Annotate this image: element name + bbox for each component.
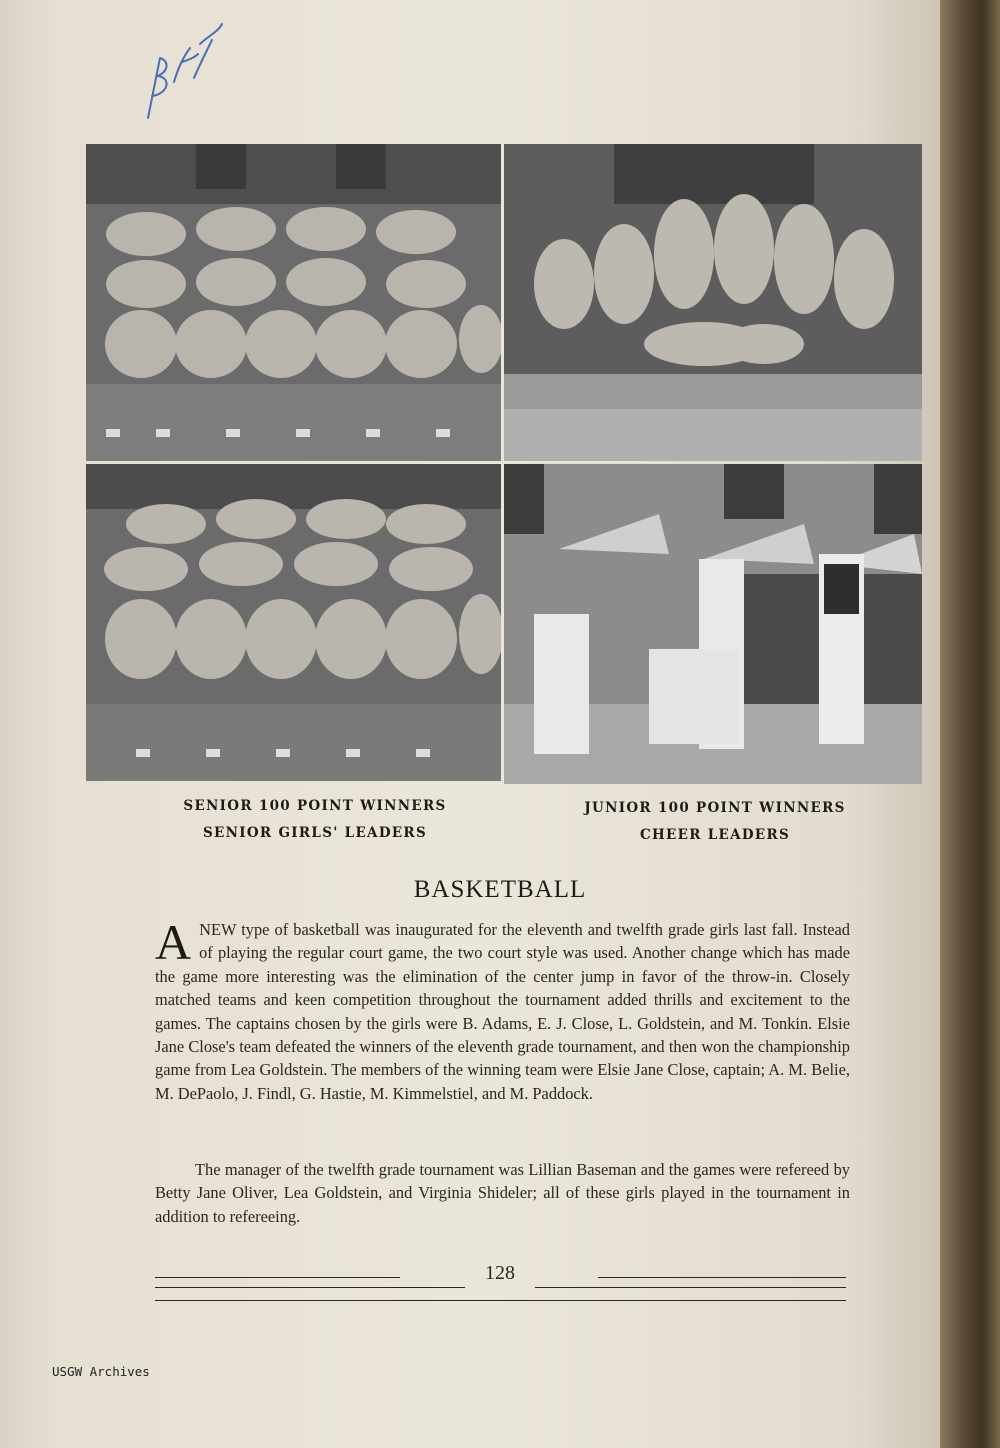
paragraph-1-text: NEW type of basketball was inaugurated for the eleventh and twelfth grade girls last fall. Instead of playing the regular court game, the two court style was used. Another change which has made the game more interesting was the elimination of the center jump in favor of the throw-in. Closely matched teams and keen competition throughout the tournament added thrills and excitement to the games. The captains chosen by the girls were B. Adams, E. J. Close, L. Goldstein, and M. Tonkin. Elsie Jane Close's team defeated the winners of the eleventh grade tournament, and then won the championship game from Lea Goldstein. The members of the winning team were Elsie Jane Close, captain; A. M. Belie, M. DePaolo, J. Findl, G. Hastie, M. Kimmelstiel, and M. Paddock. [155, 920, 850, 1103]
archive-footer: USGW Archives [52, 1364, 150, 1379]
article-paragraph-1 [155, 914, 850, 1105]
caption-bottom-right: CHEER LEADERS [639, 827, 791, 843]
drop-cap: A [155, 914, 192, 970]
rule-left-long [155, 1287, 465, 1288]
photo-senior-girls-leaders [86, 464, 501, 781]
rule-right-short [598, 1277, 846, 1278]
photo-senior-100-point-winners [86, 144, 501, 461]
article-paragraph-2: The manager of the twelfth grade tournament was Lillian Baseman and the games were refereed by Betty Jane Oliver, Lea Goldstein, and Virginia Shideler; all of these girls played in the tournament in addition to refereeing. [155, 1160, 850, 1226]
caption-bottom-left: SENIOR GIRLS' LEADERS [202, 825, 428, 841]
photo-cheer-leaders [504, 464, 922, 784]
book-spine [940, 0, 1000, 1448]
rule-left-short [155, 1277, 400, 1278]
caption-top-left: SENIOR 100 POINT WINNERS [183, 798, 447, 814]
caption-top-right: JUNIOR 100 POINT WINNERS [584, 800, 846, 816]
article-heading: BASKETBALL [413, 876, 587, 903]
rule-right-long [535, 1287, 846, 1288]
rule-full-width [155, 1300, 846, 1301]
handwritten-signature [138, 18, 228, 128]
photo-junior-100-point-winners [504, 144, 922, 461]
page-number: 128 [485, 1262, 515, 1284]
